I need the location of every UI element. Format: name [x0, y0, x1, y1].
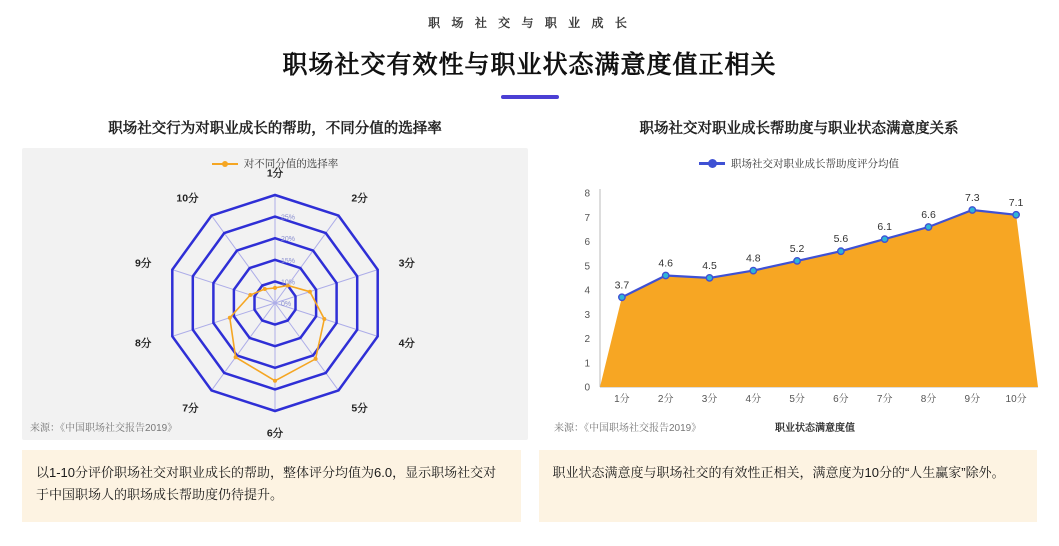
svg-text:4: 4: [584, 285, 590, 297]
svg-text:4.6: 4.6: [658, 257, 674, 270]
svg-text:5分: 5分: [351, 402, 368, 415]
svg-text:3分: 3分: [398, 257, 415, 270]
svg-text:7.1: 7.1: [1008, 196, 1024, 209]
svg-text:5.6: 5.6: [833, 233, 849, 246]
svg-text:5分: 5分: [789, 394, 805, 405]
svg-text:3: 3: [584, 309, 590, 321]
radar-chart: [22, 148, 528, 440]
svg-text:2: 2: [584, 334, 590, 345]
svg-text:3.7: 3.7: [614, 279, 630, 292]
radar-legend-label: 对不同分值的选择率: [243, 158, 339, 170]
svg-text:2分: 2分: [351, 192, 368, 205]
area-chart: [546, 148, 1052, 440]
svg-text:4.8: 4.8: [745, 252, 761, 265]
svg-text:1分: 1分: [266, 167, 284, 180]
svg-text:6.1: 6.1: [877, 221, 893, 234]
svg-text:25%: 25%: [281, 214, 296, 222]
page-eyebrow: 职 场 社 交 与 职 业 成 长: [428, 16, 631, 30]
left-panel: [22, 117, 528, 440]
left-source: 来源：《中国职场社交报告2019》: [30, 423, 178, 434]
right-footnote: 职业状态满意度与职场社交的有效性正相关，满意度为10分的“人生赢家”除外。: [539, 450, 1038, 522]
svg-text:10分: 10分: [176, 192, 199, 205]
svg-text:10%: 10%: [281, 279, 296, 287]
svg-text:7分: 7分: [876, 394, 893, 405]
right-axis-name: 职业状态满意度值: [775, 423, 855, 434]
svg-text:8: 8: [584, 188, 590, 200]
svg-text:6分: 6分: [833, 394, 849, 405]
svg-text:2分: 2分: [657, 394, 674, 405]
right-source: 来源：《中国职场社交报告2019》: [554, 423, 702, 434]
svg-text:10分: 10分: [1005, 394, 1027, 405]
page-title: 职场社交有效性与职业状态满意度值正相关: [282, 51, 777, 79]
svg-text:8分: 8分: [920, 394, 937, 405]
legend-swatch-icon: [699, 162, 725, 165]
area-svg: [546, 171, 1052, 423]
svg-text:1: 1: [584, 358, 590, 370]
svg-text:3分: 3分: [701, 394, 718, 405]
legend-swatch-icon: [212, 163, 238, 165]
right-chart-title: 职场社交对职业成长帮助度与职业状态满意度关系: [639, 121, 959, 137]
svg-text:1分: 1分: [614, 394, 630, 405]
svg-text:0: 0: [584, 382, 590, 394]
svg-text:9分: 9分: [135, 257, 152, 270]
svg-text:6.6: 6.6: [921, 209, 936, 221]
svg-text:6: 6: [584, 237, 590, 248]
svg-text:7: 7: [584, 212, 590, 224]
svg-text:7分: 7分: [182, 402, 199, 415]
area-legend: [546, 148, 1052, 171]
svg-text:15%: 15%: [281, 257, 296, 265]
svg-text:4分: 4分: [398, 337, 415, 350]
svg-text:8分: 8分: [135, 337, 152, 350]
svg-text:4.5: 4.5: [702, 259, 717, 272]
area-legend-label: 职场社交对职业成长帮助度评分均值: [731, 158, 899, 170]
svg-text:6分: 6分: [266, 427, 284, 440]
left-footnote: 以1-10分评价职场社交对职业成长的帮助，整体评分均值为6.0，显示职场社交对于中国职场人的职场成长帮助度仍待提升。: [22, 450, 521, 522]
charts-container: [0, 99, 1059, 440]
svg-text:0%: 0%: [281, 301, 292, 308]
svg-text:5: 5: [584, 261, 590, 273]
svg-text:9分: 9分: [964, 394, 981, 405]
svg-text:4分: 4分: [745, 394, 762, 405]
svg-text:7.3: 7.3: [964, 192, 980, 204]
svg-text:5.2: 5.2: [789, 242, 805, 255]
right-panel: [546, 117, 1052, 440]
svg-text:20%: 20%: [281, 236, 296, 244]
left-chart-title: 职场社交行为对职业成长的帮助，不同分值的选择率: [108, 121, 442, 137]
footnotes: [0, 440, 1059, 522]
